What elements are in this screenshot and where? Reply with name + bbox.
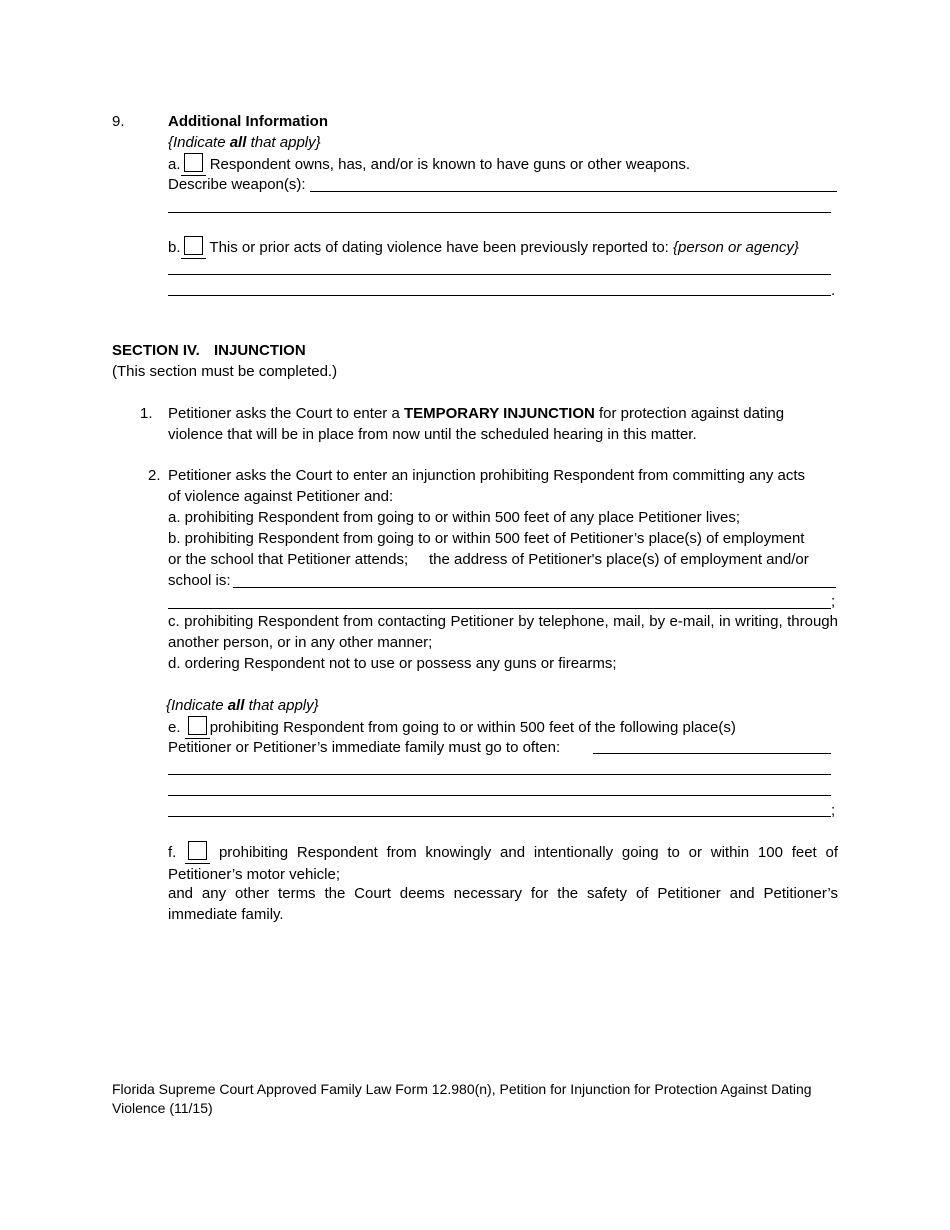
item-b-line-2: or the school that Petitioner attends; the address of Petitioner's place(s) of employment and/or bbox=[168, 551, 809, 568]
prior-reports-checkbox[interactable] bbox=[184, 236, 203, 255]
prior-reports-period: . bbox=[831, 282, 836, 299]
closing-text: and any other terms the Court deems necessary for the safety of Petitioner and Petitioner’s immediate family. bbox=[168, 885, 838, 923]
para-2-line-1: Petitioner asks the Court to enter an injunction prohibiting Respondent from committing any acts bbox=[168, 467, 806, 484]
item-e-line-2: Petitioner or Petitioner’s immediate family must go to often: bbox=[168, 739, 561, 756]
item-d-text: d. ordering Respondent not to use or possess any guns or firearms; bbox=[168, 655, 617, 672]
motor-vehicle-checkbox[interactable] bbox=[188, 841, 207, 860]
places-field-3[interactable] bbox=[168, 795, 831, 796]
school-semicolon: ; bbox=[831, 593, 836, 610]
places-checkbox[interactable] bbox=[188, 716, 207, 735]
indicate-all-note-2: {Indicate all that apply} bbox=[166, 697, 319, 714]
item-9a-text: Respondent owns, has, and/or is known to have guns or other weapons. bbox=[209, 156, 690, 173]
section-4-subtitle: (This section must be completed.) bbox=[112, 363, 338, 380]
item-a-text: a. prohibiting Respondent from going to or within 500 feet of any place Petitioner lives; bbox=[168, 509, 741, 526]
item-9-number: 9. bbox=[112, 113, 125, 130]
describe-weapons-field-2[interactable] bbox=[168, 212, 831, 213]
places-semicolon: ; bbox=[831, 802, 836, 819]
item-9b-row: b. This or prior acts of dating violence have been previously reported to: {person or agency} bbox=[168, 236, 799, 259]
item-9a-row: a. Respondent owns, has, and/or is known to have guns or other weapons. bbox=[168, 153, 690, 176]
describe-weapons-label: Describe weapon(s): bbox=[168, 176, 306, 193]
para-1-number: 1. bbox=[140, 405, 153, 422]
item-9-title: Additional Information bbox=[168, 113, 328, 130]
para-1-line-2: violence that will be in place from now until the scheduled hearing in this matter. bbox=[168, 426, 697, 443]
places-field-4[interactable] bbox=[168, 816, 831, 817]
item-b-line-1: b. prohibiting Respondent from going to or within 500 feet of Petitioner’s place(s) of employment bbox=[168, 530, 805, 547]
para-2-line-2: of violence against Petitioner and: bbox=[168, 488, 394, 505]
para-2-number: 2. bbox=[148, 467, 161, 484]
describe-weapons-field[interactable] bbox=[310, 191, 837, 192]
school-label: school is: bbox=[168, 572, 231, 589]
indicate-all-note: {Indicate all that apply} bbox=[168, 134, 321, 151]
item-e-row: e. prohibiting Respondent from going to or within 500 feet of the following place(s) bbox=[168, 716, 838, 739]
para-1-line-1: Petitioner asks the Court to enter a TEMPORARY INJUNCTION for protection against dating bbox=[168, 405, 785, 422]
section-4-heading: SECTION IV. bbox=[112, 342, 200, 359]
item-f-row: f. prohibiting Respondent from knowingly and intentionally going to or within 100 feet of Petitioner’s motor vehicle; bbox=[168, 841, 838, 885]
places-field-2[interactable] bbox=[168, 774, 831, 775]
section-4-title: INJUNCTION bbox=[214, 342, 306, 359]
school-address-field-2[interactable] bbox=[168, 608, 831, 609]
school-address-field-1[interactable] bbox=[233, 587, 836, 588]
item-c-text: c. prohibiting Respondent from contacting Petitioner by telephone, mail, by e-mail, in writing, through another person, or in any other manner; bbox=[168, 613, 838, 651]
places-field-1[interactable] bbox=[593, 753, 831, 754]
prior-reports-field-2[interactable] bbox=[168, 295, 831, 296]
weapons-checkbox[interactable] bbox=[184, 153, 203, 172]
footer-form-id: Florida Supreme Court Approved Family Law Form 12.980(n), Petition for Injunction for Protection Against Dating Violence (11/15) bbox=[112, 1081, 812, 1116]
prior-reports-field-1[interactable] bbox=[168, 274, 831, 275]
